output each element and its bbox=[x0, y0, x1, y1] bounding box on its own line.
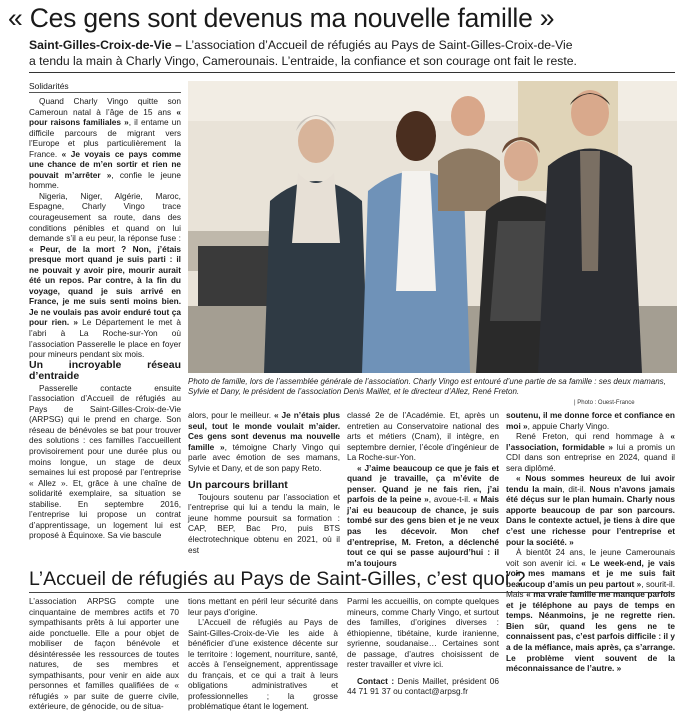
col2-text: alors, pour le meilleur. bbox=[188, 410, 274, 420]
col1-text: , confie le jeune homme. bbox=[29, 169, 181, 191]
col4-text: , appuie Charly Vingo. bbox=[527, 420, 610, 431]
col2-text: Toujours soutenu par l’association et l’entreprise qui lui a tendu la main, le jeune homme poursuit sa formation : CAP, BEP, Bac Pro, puis BTS électrotechnique obtenu en 2021, où il est bbox=[188, 491, 340, 555]
header-rule bbox=[29, 72, 675, 73]
quote: « Je voyais ce pays comme une chance de m’en sortir et rien ne pouvait m’arrêter » bbox=[29, 148, 182, 180]
box-title: L’Accueil de réfugiés au Pays de Saint-Gilles, c’est quoi ? bbox=[29, 568, 526, 590]
box-column-2 bbox=[188, 596, 338, 712]
col4-text: , dit-il. bbox=[562, 483, 590, 494]
col4-text: René Freton, qui rend hommage à bbox=[516, 431, 671, 442]
quote: « Je n’étais plus seul, tout le monde voulait m’aider. Ces gens sont devenus ma nouvelle famille » bbox=[188, 410, 340, 452]
section-kicker: Solidarités bbox=[29, 81, 181, 93]
quote: soutenu, il me donne force et confiance en moi » bbox=[506, 410, 675, 431]
col1-text: Quand Charly Vingo quitte son Cameroun natal à l’âge de 15 ans bbox=[29, 96, 181, 117]
lede bbox=[29, 37, 669, 69]
lede-line1: L’association d’Accueil de réfugiés au Pays de Saint-Gilles-Croix-de-Vie bbox=[181, 38, 573, 52]
article-column-4 bbox=[506, 410, 675, 674]
quote: « Mais j’ai eu beaucoup de chance, je suis tombé sur des gens bien et je ne veux pas les décevoir. Mon chef d’entreprise, M. Freton, a déclenché tout ce qui se passe aujourd’hui : il m’a toujours bbox=[347, 494, 499, 568]
col1-text: Nigeria, Niger, Algérie, Maroc, Espagne, Charly Vingo trace courageusement sa route, dans des conditions pénibles et quand on lui demande s’il a eu peur, la réponse fuse : bbox=[29, 190, 181, 244]
col4-text: lui a promis un CDI dans son entreprise en 2024, quand il sera diplômé. bbox=[506, 441, 675, 473]
box-text: Parmi les accueillis, on compte quelques mineurs, comme Charly Vingo, et surtout des familles, d’origines diverses : éthiopienne, tibétaine, kurde iranienne, syrienne, soudanaise… Certaines sont de passage, d’autres choisissent de rester travailler et vivre ici. bbox=[347, 596, 499, 670]
box-text: L’association ARPSG compte une cinquantaine de membres actifs et 70 sympathisants prêts à lui apporter une aide ponctuelle. Elle a pour objet de mobiliser de façon bénévole et désintéressée les ressources de toutes natures, de ses membres et sympathisants, pour venir en aide aux personnes et familles qualifiées de bbox=[29, 596, 179, 691]
box-column-3 bbox=[347, 596, 499, 697]
box-text: L’Accueil de réfugiés au Pays de Saint-Gilles-Croix-de-Vie les aide à bénéficier d’une existence décente sur le territoire : logement, nourriture, santé, accès à l’enseignement, apprentissage du français, et ce qui a trait à leurs obligations administratives et professionnelles ; la grosse problématique étant le logement. bbox=[188, 617, 338, 712]
caption-text: Photo de famille, lors de l’assemblée générale de l’association. Charly Vingo est entouré d’une partie de sa famille : ses deux mamans, Sylvie et Dany, le président de l’association Denis Maillet, et le directeur d’Allez, René Freton. bbox=[188, 377, 666, 396]
article-column-2 bbox=[188, 410, 340, 555]
col3-text: classé 2e de l’Académie. Et, après un entretien au Conservatoire national des arts et métiers (Cnam), il intègre, en septembre dernier, l’école d’ingénieur de La Roche-sur-Yon. bbox=[347, 410, 499, 463]
col1-text: , il entame un difficile parcours de migrant vers l’Europe et plus particulièrement la France. bbox=[29, 117, 182, 159]
quote: Nous n’avons jamais été déçus sur le plan humain. Charly nous apporte beaucoup de par son parcours. Dans le contexte actuel, je tiens à dire que c’est une richesse pour l’entreprise et pour la société. » bbox=[506, 483, 675, 547]
subhead-parcours: Un parcours brillant bbox=[188, 479, 288, 492]
quote: « l’association, formidable » bbox=[506, 431, 675, 452]
quote: « pour raisons familiales » bbox=[29, 106, 181, 128]
box-rule bbox=[29, 592, 675, 593]
subhead-network: Un incroyable réseau d’entraide bbox=[29, 358, 181, 383]
contact-label: Contact : bbox=[357, 675, 395, 686]
box-text: tions mettant en péril leur sécurité dans leur pays d’origine. bbox=[188, 596, 338, 617]
photo-credit: | Photo : Ouest-France bbox=[574, 400, 635, 406]
col2-text: , témoigne Charly Vingo qui parle avec émotion de ses mamans, Sylvie et Dany, et de son papy Reto. bbox=[188, 441, 340, 473]
contact-text: Denis Maillet, président 06 44 71 91 37 ou contact@arpsg.fr bbox=[347, 675, 500, 697]
quote: « Peur, de la mort ? Non, j’étais presque mort quand je suis parti : il ne pouvait y avoir pire, mourir aurait été un repos. Par contre, à la fin du voyage, quand je suis arrivé en France, je me suis senti moins bien. Je ne voulais pas avoir enduré tout ça pour rien. » bbox=[29, 243, 181, 328]
col1-text: Passerelle contacte ensuite l’association d’Accueil de réfugiés au Pays de Saint-Gilles-Croix-de-Vie (ARPSG) qui le prend en charge. Son réseau de bénévoles se bat pour trouver des solutions : ces familles l’accueillent provisoirement pour une durée plus ou moins longue, un stage de deux semaines lui est proposé par l’entreprise « Allez ». Et, grâce à une chaîne de solidarité exemplaire, sa situation se stabilise. En septembre 2016, l’entreprise lui propose un contrat d’apprentissage, un logement lui est proposé à Équinoxe. Sa vie bascule bbox=[29, 382, 181, 541]
col1-text: Le Département le met à l’abri à La Roche-sur-Yon où l’association Passerelle le place en foyer pour mineurs pendant six mois. bbox=[29, 317, 181, 360]
col4-text: , sourit-il. Mais bbox=[506, 578, 675, 600]
lede-place: Saint-Gilles-Croix-de-Vie – bbox=[29, 38, 182, 52]
quote: « J’aime beaucoup ce que je fais et quand je travaille, ça m’évite de penser. Quand je ne fais rien, j’ai parfois de la peine » bbox=[347, 462, 499, 505]
family-photo-illustration bbox=[188, 81, 677, 373]
article-photo bbox=[188, 81, 677, 373]
headline: « Ces gens sont devenus ma nouvelle famille » bbox=[8, 3, 555, 33]
article-column-1 bbox=[29, 96, 181, 541]
quote: « Le week-end, je vais voir mes mamans et je me suis fait beaucoup d’amis un peu partout » bbox=[506, 557, 676, 589]
col3-text: , avoue-t-il. bbox=[428, 494, 474, 505]
box-column-1 bbox=[29, 596, 179, 712]
box-text: « réfugiés » par suite de guerre civile, extérieure, de génocide, ou de situa- bbox=[29, 680, 179, 712]
lede-line2: a tendu la main à Charly Vingo, Camerounais. L’entraide, la confiance et son courage ont fait le reste. bbox=[29, 54, 577, 68]
quote: « Nous sommes heureux de lui avoir tendu la main bbox=[506, 473, 675, 494]
col4-text: À bientôt 24 ans, le jeune Camerounais voit son avenir ici. bbox=[506, 547, 675, 568]
article-column-3 bbox=[347, 410, 499, 568]
photo-caption bbox=[188, 377, 677, 397]
quote: « ma vraie famille me manque parfois et je téléphone au pays de temps en temps. Néanmoins, je ne regrette rien. Bien sûr, quand les gens ne te connaissent pas, c’est parfois difficile : il y a de la méfiance, mais après, ça s’arrange. Le problème vient souvent de la méconnaissance de l’autre. » bbox=[506, 589, 676, 674]
